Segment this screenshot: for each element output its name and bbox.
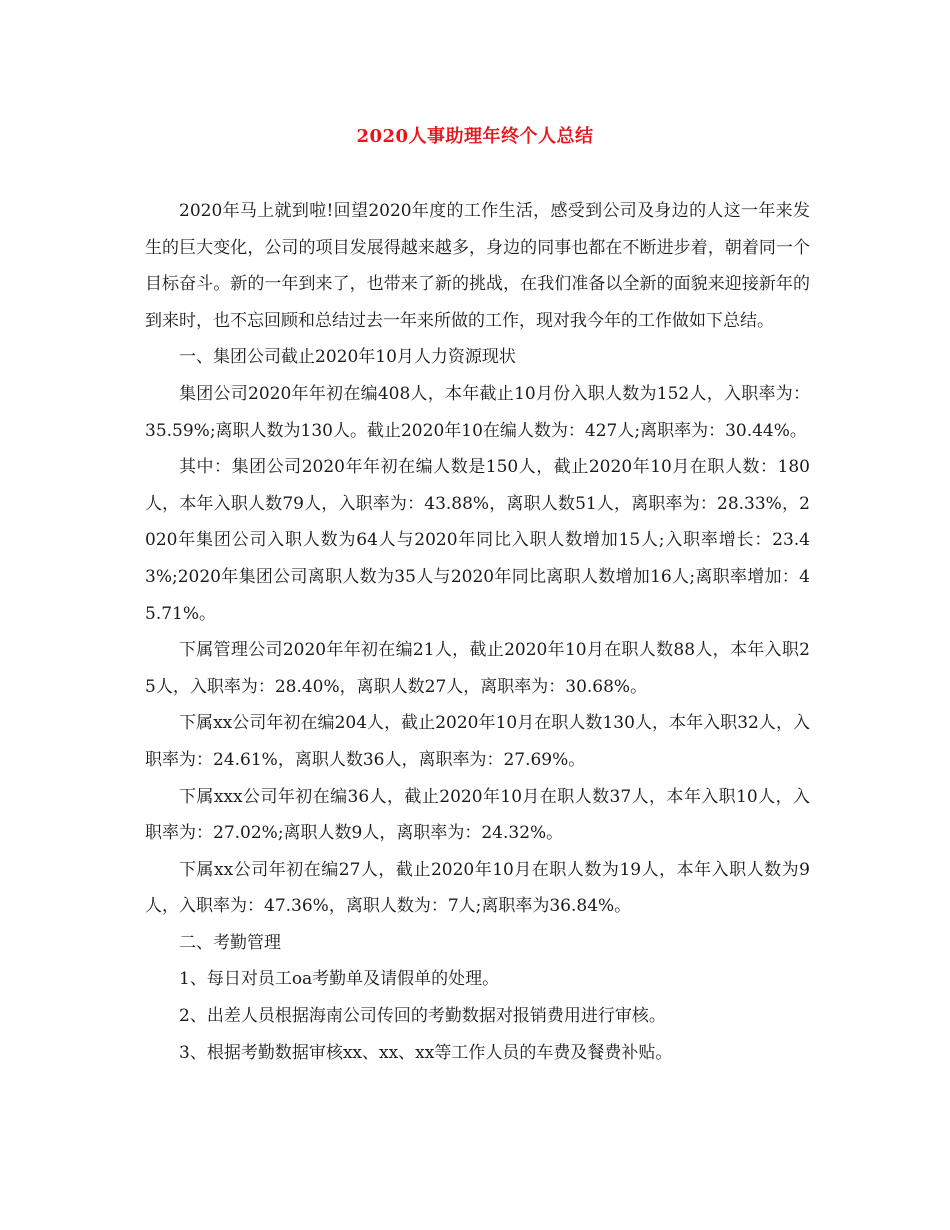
list-item-attendance-2: 2、出差人员根据海南公司传回的考勤数据对报销费用进行审核。: [179, 1006, 666, 1027]
paragraph-group-detail: 其中：集团公司2020年年初在编人数是150人，截止2020年10月在职人数：180人，本年入职人数79人，入职率为：43.88%，离职人数51人，离职率为：28.33%，2020年集团公司入职人数为64人与2020年同比入职人数增加15人;入职率增长：23.43%;2020年集团公司离职人数为35人与2020年同比离职人数增加16人;离职率增加：45.71%。: [145, 457, 810, 624]
document-title: 2020人事助理年终个人总结: [356, 126, 594, 147]
paragraph-xx-company-2: 下属xx公司年初在编27人，截止2020年10月在职人数为19人，本年入职人数为9人，入职率为：47.36%，离职人数为：7人;离职率为36.84%。: [145, 859, 810, 917]
list-item-attendance-1: 1、每日对员工oa考勤单及请假单的处理。: [179, 969, 500, 990]
paragraph-xxx-company: 下属xxx公司年初在编36人，截止2020年10月在职人数37人，本年入职10人，入职率为：27.02%;离职人数9人，离职率为：24.32%。: [145, 786, 810, 844]
paragraph-group-overview: 集团公司2020年年初在编408人，本年截止10月份入职人数为152人，入职率为：35.59%;离职人数为130人。截止2020年10在编人数为：427人;离职率为：30.44%。: [145, 383, 810, 441]
list-item-attendance-3: 3、根据考勤数据审核xx、xx、xx等工作人员的车费及餐费补贴。: [179, 1042, 673, 1063]
section-heading-hr-status: 一、集团公司截止2020年10月人力资源现状: [179, 347, 516, 368]
document-body: [145, 193, 810, 1071]
paragraph-xx-company-1: 下属xx公司年初在编204人，截止2020年10月在职人数130人，本年入职32人，入职率为：24.61%，离职人数36人，离职率为：27.69%。: [145, 713, 810, 770]
paragraph-intro: 2020年马上就到啦!回望2020年度的工作生活，感受到公司及身边的人这一年来发生的巨大变化，公司的项目发展得越来越多，身边的同事也都在不断进步着，朝着同一个目标奋斗。新的一年到来了，也带来了新的挑战，在我们准备以全新的面貌来迎接新年的到来时，也不忘回顾和总结过去一年来所做的工作，现对我今年的工作做如下总结。: [145, 201, 810, 331]
section-heading-attendance: 二、考勤管理: [179, 932, 281, 953]
paragraph-management-company: 下属管理公司2020年年初在编21人，截止2020年10月在职人数88人，本年入职25人，入职率为：28.40%，离职人数27人，离职率为：30.68%。: [145, 640, 810, 697]
